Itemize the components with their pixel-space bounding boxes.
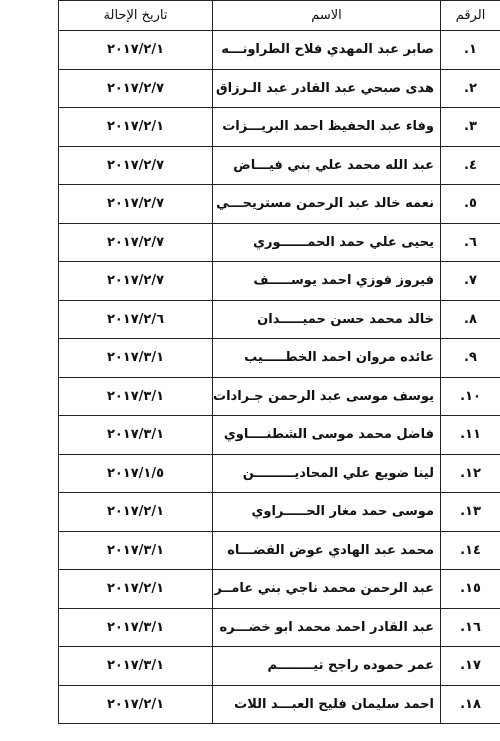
person-name: عائده مروان احمد الخطـــــيب bbox=[213, 339, 441, 378]
referral-date: ٢٠١٧/٣/١ bbox=[59, 377, 213, 416]
table-row bbox=[59, 416, 500, 455]
referral-date: ٢٠١٧/٢/٦ bbox=[59, 300, 213, 339]
row-number: ٩. bbox=[441, 339, 500, 378]
referral-date: ٢٠١٧/٢/١ bbox=[59, 493, 213, 532]
row-number: ١٨. bbox=[441, 685, 500, 724]
referral-table-container bbox=[58, 0, 500, 741]
row-number: ١٧. bbox=[441, 647, 500, 686]
row-number: ١٥. bbox=[441, 570, 500, 609]
table-row bbox=[59, 454, 500, 493]
referral-date: ٢٠١٧/١/٥ bbox=[59, 454, 213, 493]
person-name: يحيى علي حمد الحمــــــوري bbox=[213, 223, 441, 262]
table-row bbox=[59, 300, 500, 339]
person-name: عبد الله محمد علي بني فيـــاض bbox=[213, 146, 441, 185]
person-name: نعمه خالد عبد الرحمن مستريحـــي bbox=[213, 185, 441, 224]
referral-date: ٢٠١٧/٣/١ bbox=[59, 608, 213, 647]
row-number: ٤. bbox=[441, 146, 500, 185]
table-row bbox=[59, 262, 500, 301]
referral-date: ٢٠١٧/٢/١ bbox=[59, 108, 213, 147]
row-number: ٣. bbox=[441, 108, 500, 147]
row-number: ١٦. bbox=[441, 608, 500, 647]
referral-date: ٢٠١٧/٢/٧ bbox=[59, 185, 213, 224]
person-name: خالد محمد حسن حميـــــدان bbox=[213, 300, 441, 339]
row-number: ١٢. bbox=[441, 454, 500, 493]
person-name: محمد عبد الهادي عوض القضـــاه bbox=[213, 531, 441, 570]
referral-table bbox=[58, 0, 500, 724]
referral-date: ٢٠١٧/٣/١ bbox=[59, 416, 213, 455]
table-row bbox=[59, 69, 500, 108]
table-row bbox=[59, 685, 500, 724]
person-name: لينا ضويع علي المحاديـــــــــن bbox=[213, 454, 441, 493]
row-number: ١٠. bbox=[441, 377, 500, 416]
table-row bbox=[59, 223, 500, 262]
row-number: ١٤. bbox=[441, 531, 500, 570]
referral-date: ٢٠١٧/٢/٧ bbox=[59, 69, 213, 108]
table-body bbox=[59, 31, 500, 724]
table-row bbox=[59, 570, 500, 609]
header-number: الرقم bbox=[441, 1, 500, 31]
table-row bbox=[59, 185, 500, 224]
person-name: موسى حمد مغار الحـــــراوي bbox=[213, 493, 441, 532]
row-number: ١. bbox=[441, 31, 500, 70]
table-row bbox=[59, 531, 500, 570]
referral-date: ٢٠١٧/٢/١ bbox=[59, 685, 213, 724]
referral-date: ٢٠١٧/٣/١ bbox=[59, 647, 213, 686]
row-number: ٨. bbox=[441, 300, 500, 339]
row-number: ٦. bbox=[441, 223, 500, 262]
row-number: ٥. bbox=[441, 185, 500, 224]
table-row bbox=[59, 608, 500, 647]
person-name: عبد القادر احمد محمد ابو خضـــره bbox=[213, 608, 441, 647]
referral-date: ٢٠١٧/٣/١ bbox=[59, 531, 213, 570]
referral-date: ٢٠١٧/٢/٧ bbox=[59, 146, 213, 185]
row-number: ١٣. bbox=[441, 493, 500, 532]
person-name: يوسف موسى عبد الرحمن جـرادات bbox=[213, 377, 441, 416]
table-header bbox=[59, 1, 500, 31]
table-row bbox=[59, 31, 500, 70]
table-row bbox=[59, 146, 500, 185]
person-name: صابر عبد المهدي فلاح الطراونـــه bbox=[213, 31, 441, 70]
referral-date: ٢٠١٧/٢/١ bbox=[59, 570, 213, 609]
referral-date: ٢٠١٧/٢/٧ bbox=[59, 223, 213, 262]
table-row bbox=[59, 647, 500, 686]
referral-date: ٢٠١٧/٢/٧ bbox=[59, 262, 213, 301]
person-name: عمر حموده راجح تيــــــــم bbox=[213, 647, 441, 686]
person-name: احمد سليمان فليح العبـــد اللات bbox=[213, 685, 441, 724]
row-number: ٢. bbox=[441, 69, 500, 108]
person-name: هدى صبحي عبد القادر عبد الـرزاق bbox=[213, 69, 441, 108]
header-row bbox=[59, 1, 500, 31]
table-row bbox=[59, 108, 500, 147]
row-number: ١١. bbox=[441, 416, 500, 455]
table-row bbox=[59, 493, 500, 532]
person-name: عبد الرحمن محمد ناجي بني عامــر bbox=[213, 570, 441, 609]
person-name: فيروز فوزي احمد يوســـــف bbox=[213, 262, 441, 301]
header-date: تاريخ الإحالة bbox=[59, 1, 213, 31]
referral-date: ٢٠١٧/٢/١ bbox=[59, 31, 213, 70]
table-row bbox=[59, 377, 500, 416]
header-name: الاسم bbox=[213, 1, 441, 31]
referral-date: ٢٠١٧/٣/١ bbox=[59, 339, 213, 378]
table-row bbox=[59, 339, 500, 378]
person-name: فاضل محمد موسى الشطنــــاوي bbox=[213, 416, 441, 455]
row-number: ٧. bbox=[441, 262, 500, 301]
person-name: وفاء عبد الحفيظ احمد البريـــزات bbox=[213, 108, 441, 147]
